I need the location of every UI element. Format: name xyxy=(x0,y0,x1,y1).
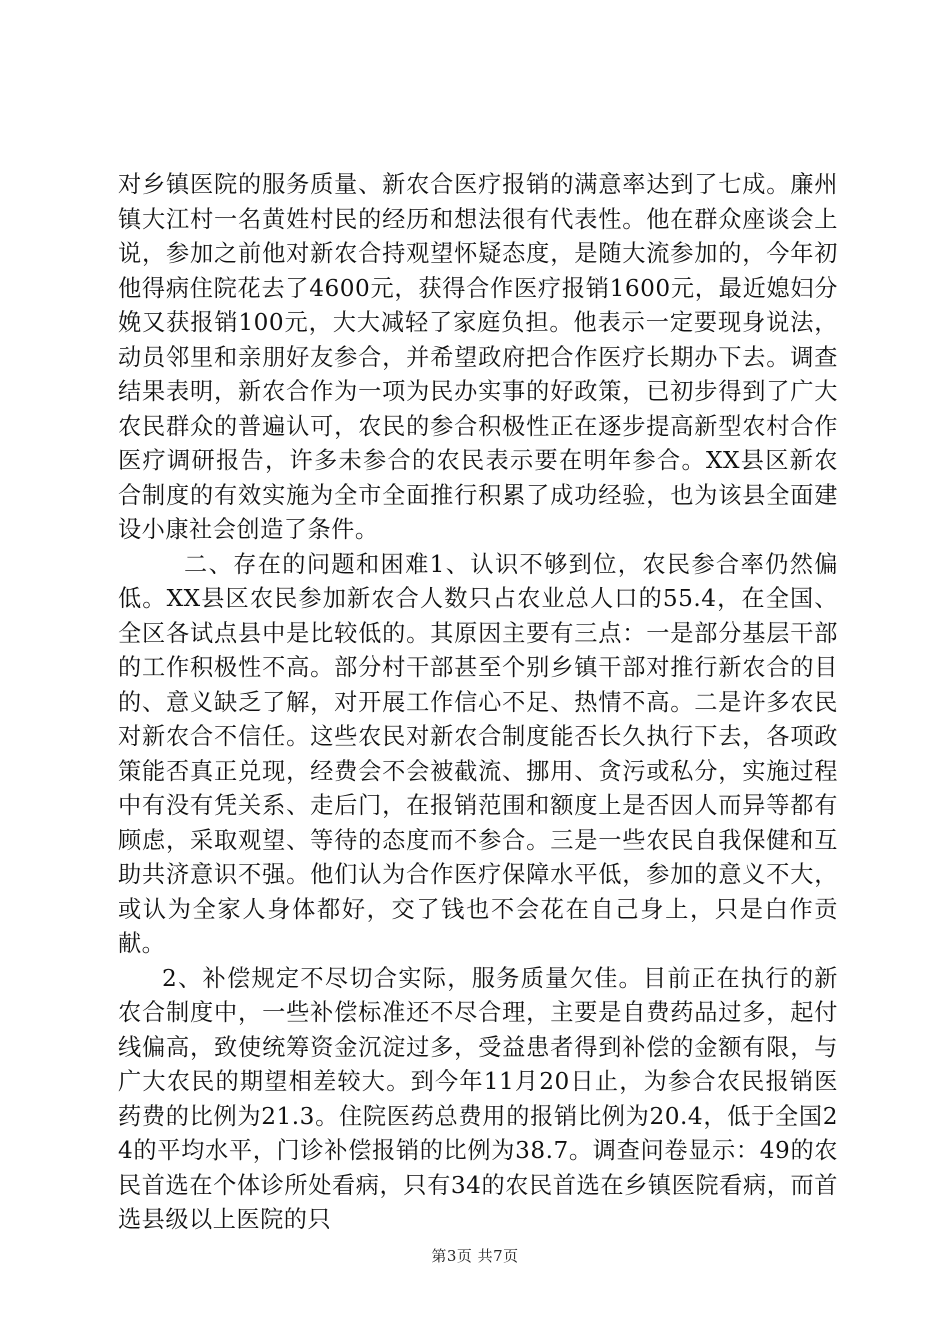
paragraph-problems: 二、存在的问题和困难1、认识不够到位，农民参合率仍然偏低。XX县区农民参加新农合人数只占农业总人口的55.4，在全国、全区各试点县中是比较低的。其原因主要有三点：一是部分基层干部的工作积极性不高。部分村干部甚至个别乡镇干部对推行新农合的目的、意义缺乏了解，对开展工作信心不足、热情不高。二是许多农民对新农合不信任。这些农民对新农合制度能否长久执行下去，各项政策能否真正兑现，经费会不会被截流、挪用、贪污或私分，实施过程中有没有凭关系、走后门，在报销范围和额度上是否因人而异等都有顾虑，采取观望、等待的态度而不参合。三是一些农民自我保健和互助共济意识不强。他们认为合作医疗保障水平低，参加的意义不大，或认为全家人身体都好，交了钱也不会花在自己身上，只是白作贡献。 xyxy=(118,550,838,957)
page-number-footer: 第3页 共7页 xyxy=(431,1247,519,1265)
body-text xyxy=(118,168,838,1238)
paragraph-satisfaction: 对乡镇医院的服务质量、新农合医疗报销的满意率达到了七成。廉州镇大江村一名黄姓村民的经历和想法很有代表性。他在群众座谈会上说，参加之前他对新农合持观望怀疑态度，是随大流参加的，今年初他得病住院花去了4600元，获得合作医疗报销1600元，最近媳妇分娩又获报销100元，大大减轻了家庭负担。他表示一定要现身说法，动员邻里和亲朋好友参合，并希望政府把合作医疗长期办下去。调查结果表明，新农合作为一项为民办实事的好政策，已初步得到了广大农民群众的普遍认可，农民的参合积极性正在逐步提高新型农村合作医疗调研报告，许多未参合的农民表示要在明年参合。XX县区新农合制度的有效实施为全市全面推行积累了成功经验，也为该县全面建设小康社会创造了条件。 xyxy=(118,171,838,543)
paragraph-compensation: 2、补偿规定不尽切合实际，服务质量欠佳。目前正在执行的新农合制度中，一些补偿标准还不尽合理，主要是自费药品过多，起付线偏高，致使统筹资金沉淀过多，受益患者得到补偿的金额有限，与广大农民的期望相差较大。到今年11月20日止，为参合农民报销医药费的比例为21.3。住院医药总费用的报销比例为20.4，低于全国24的平均水平，门诊补偿报销的比例为38.7。调查问卷显示：49的农民首选在个体诊所处看病，只有34的农民首选在乡镇医院看病，而首选县级以上医院的只 xyxy=(118,964,838,1233)
